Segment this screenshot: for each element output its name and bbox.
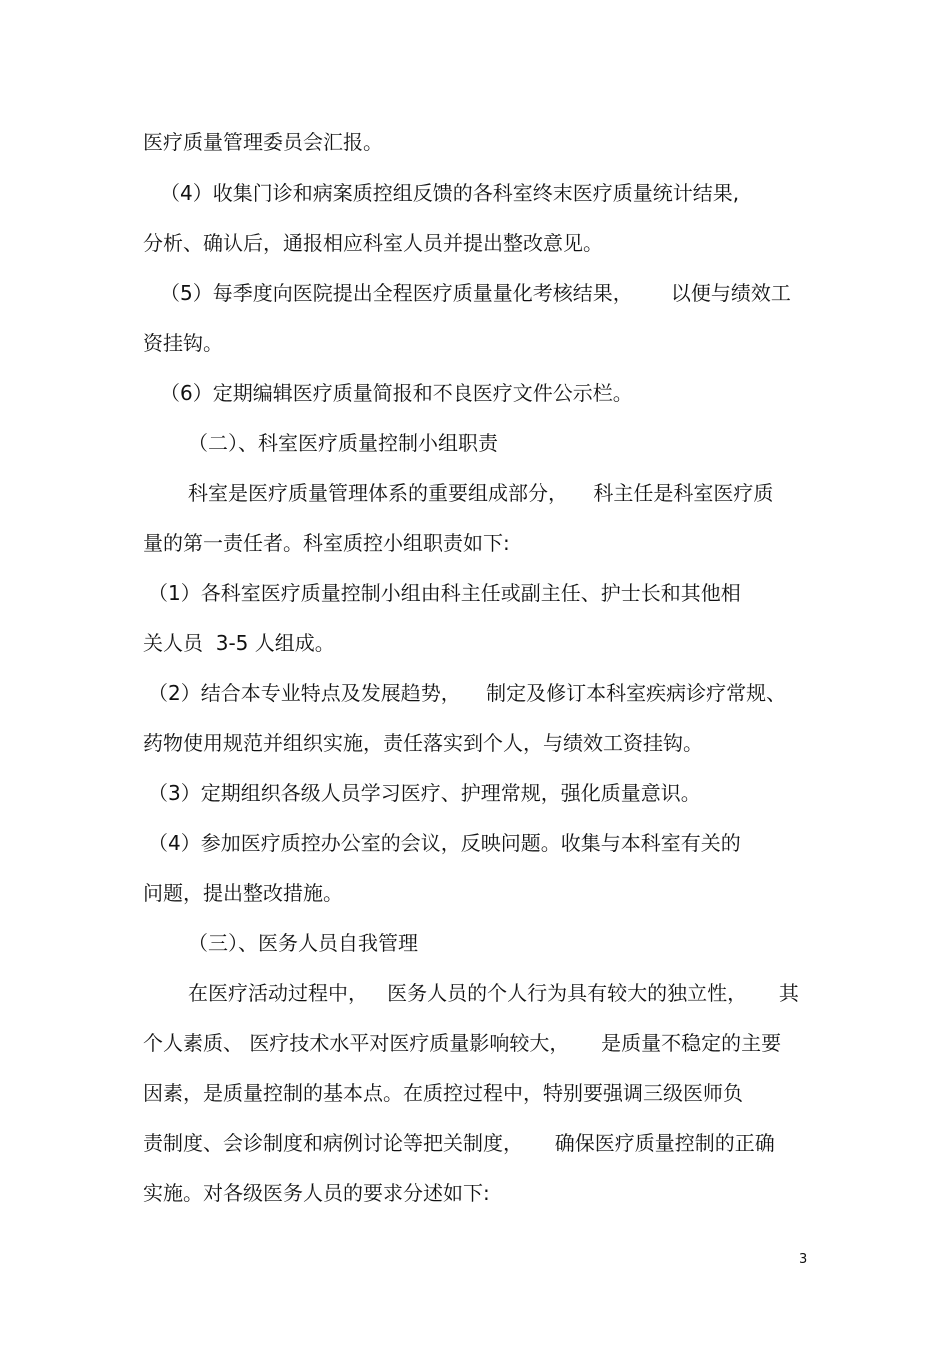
paragraph-line: 药物使用规范并组织实施，责任落实到个人，与绩效工资挂钩。 [143, 731, 703, 755]
paragraph-line: 责制度、会诊制度和病例讨论等把关制度， 确保医疗质量控制的正确 [143, 1131, 775, 1155]
paragraph-line: 问题，提出整改措施。 [143, 881, 343, 905]
page-number: 3 [799, 1252, 808, 1267]
paragraph-line: 分析、确认后，通报相应科室人员并提出整改意见。 [143, 231, 603, 255]
paragraph-line: 量的第一责任者。科室质控小组职责如下: [143, 531, 510, 555]
list-item-line: （6）定期编辑医疗质量简报和不良医疗文件公示栏。 [160, 381, 633, 405]
section-heading: （二）、科室医疗质量控制小组职责 [188, 431, 498, 455]
paragraph-line: 医疗质量管理委员会汇报。 [143, 130, 383, 154]
list-item-line: （4）收集门诊和病案质控组反馈的各科室终末医疗质量统计结果, [160, 181, 740, 205]
section-heading: （三）、医务人员自我管理 [188, 931, 418, 955]
paragraph-line: 资挂钩。 [143, 331, 223, 355]
paragraph-line: 个人素质、 医疗技术水平对医疗质量影响较大， 是质量不稳定的主要 [143, 1031, 782, 1055]
paragraph-line: 在医疗活动过程中， 医务人员的个人行为具有较大的独立性， 其 [188, 981, 799, 1005]
paragraph-line: 科室是医疗质量管理体系的重要组成部分， 科主任是科室医疗质 [188, 481, 774, 505]
list-item-line: （1）各科室医疗质量控制小组由科主任或副主任、护士长和其他相 [148, 581, 741, 605]
paragraph-line: 因素，是质量控制的基本点。在质控过程中，特别要强调三级医师负 [143, 1081, 743, 1105]
paragraph-line: 关人员 3-5 人组成。 [143, 631, 335, 655]
list-item-line: （5）每季度向医院提出全程医疗质量量化考核结果， 以便与绩效工 [160, 281, 791, 305]
list-item-line: （2）结合本专业特点及发展趋势， 制定及修订本科室疾病诊疗常规、 [148, 681, 787, 705]
list-item-line: （4）参加医疗质控办公室的会议，反映问题。收集与本科室有关的 [148, 831, 741, 855]
paragraph-line: 实施。对各级医务人员的要求分述如下: [143, 1181, 490, 1205]
list-item-line: （3）定期组织各级人员学习医疗、护理常规，强化质量意识。 [148, 781, 701, 805]
